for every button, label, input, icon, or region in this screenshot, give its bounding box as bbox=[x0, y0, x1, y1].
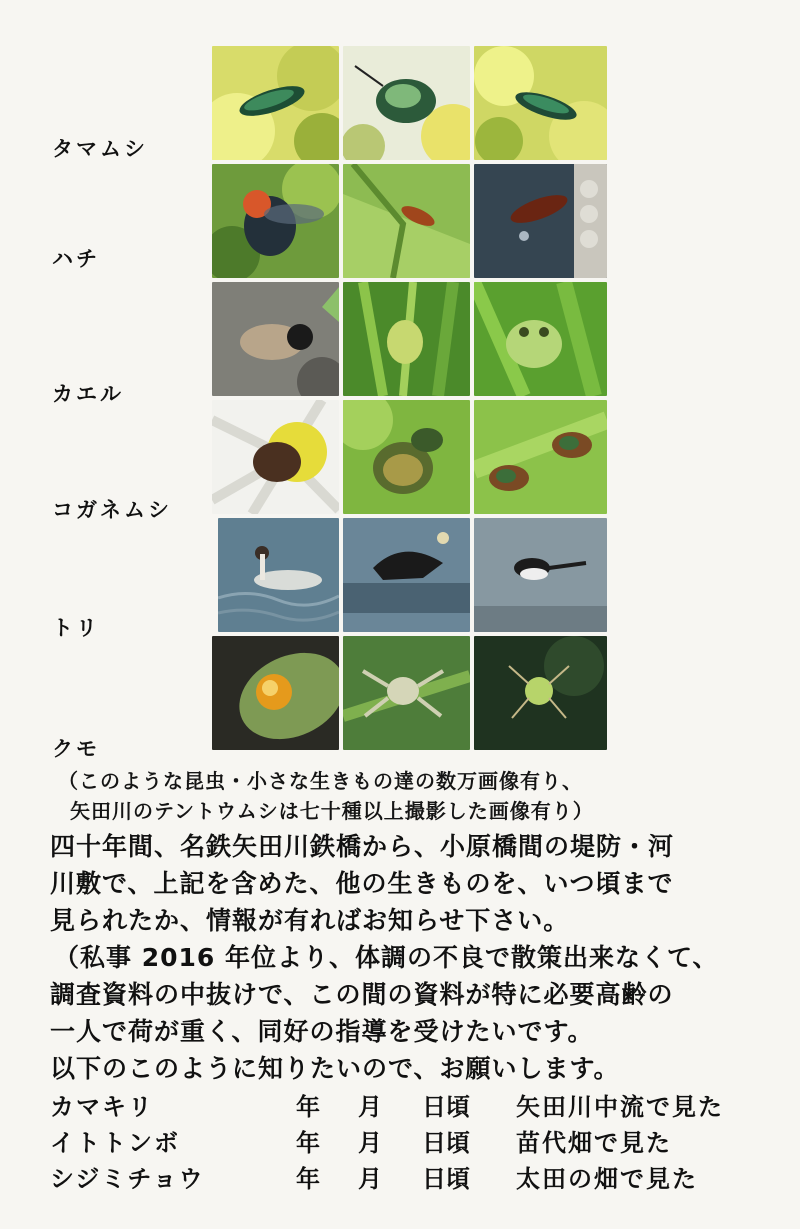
photo-jewel-beetle bbox=[474, 46, 607, 160]
photo-tree-frog-grass bbox=[343, 282, 470, 396]
photo-japanese-beetles bbox=[474, 400, 607, 514]
photo-grid bbox=[212, 46, 607, 754]
paragraph-line: 調査資料の中抜けで、この間の資料が特に必要高齢の bbox=[50, 980, 674, 1009]
example-place: 太田の畑で見た bbox=[516, 1165, 698, 1193]
label-kumo: クモ bbox=[52, 737, 100, 761]
photo-green-spider bbox=[474, 636, 607, 750]
photo-tadpole-frog bbox=[212, 282, 339, 396]
example-date: 年 月 日頃 bbox=[296, 1129, 470, 1157]
photo-wagtail bbox=[474, 518, 607, 632]
photo-jewel-beetle bbox=[343, 46, 470, 160]
note-line-2: 矢田川のテントウムシは七十種以上撮影した画像有り） bbox=[70, 799, 594, 823]
label-tamamushi: タマムシ bbox=[52, 137, 148, 161]
example-date: 年 月 日頃 bbox=[296, 1165, 470, 1193]
paragraph-line: 一人で荷が重く、同好の指導を受けたいです。 bbox=[50, 1017, 594, 1046]
photo-jewel-beetle bbox=[212, 46, 339, 160]
photo-row-kumo bbox=[212, 636, 607, 750]
photo-carpenter-bee bbox=[212, 164, 339, 278]
paragraph-line: 川敷で、上記を含めた、他の生きものを、いつ頃まで bbox=[50, 869, 674, 898]
label-tori: トリ bbox=[52, 616, 100, 640]
photo-wasp-on-leaf bbox=[343, 164, 470, 278]
photo-black-bird-water bbox=[343, 518, 470, 632]
example-row bbox=[50, 1089, 765, 1125]
example-species: シジミチョウ bbox=[50, 1165, 205, 1193]
request-paragraph bbox=[50, 828, 765, 1087]
example-row bbox=[50, 1161, 765, 1197]
example-row bbox=[50, 1125, 765, 1161]
label-koganemushi: コガネムシ bbox=[52, 498, 172, 522]
paragraph-line: 以下のこのように知りたいので、お願いします。 bbox=[50, 1054, 620, 1083]
example-species: イトトンボ bbox=[50, 1129, 180, 1157]
note-line-1: （このような昆虫・小さな生きもの達の数万画像有り、 bbox=[58, 769, 583, 793]
paragraph-line: 見られたか、情報が有ればお知らせ下さい。 bbox=[50, 906, 570, 935]
photo-orange-spider bbox=[212, 636, 339, 750]
notice-text bbox=[50, 766, 765, 1197]
photo-crab-spider bbox=[343, 636, 470, 750]
example-table bbox=[50, 1089, 765, 1197]
photo-row-koganemushi bbox=[212, 400, 607, 514]
photo-green-scarab bbox=[343, 400, 470, 514]
example-date: 年 月 日頃 bbox=[296, 1093, 470, 1121]
label-hachi: ハチ bbox=[52, 247, 100, 271]
example-place: 苗代畑で見た bbox=[516, 1129, 672, 1157]
photo-row-tori bbox=[212, 518, 607, 632]
photo-beetle-on-daisy bbox=[212, 400, 339, 514]
label-kaeru: カエル bbox=[52, 382, 124, 406]
photo-row-kaeru bbox=[212, 282, 607, 396]
example-species: カマキリ bbox=[50, 1093, 154, 1121]
photo-row-tamamushi bbox=[212, 46, 607, 160]
photo-row-hachi bbox=[212, 164, 607, 278]
example-place: 矢田川中流で見た bbox=[516, 1093, 724, 1121]
photo-tree-frog-leaf bbox=[474, 282, 607, 396]
photo-pintail-duck bbox=[218, 518, 339, 632]
paragraph-line: （私事 2016 年位より、体調の不良で散策出来なくて、 bbox=[54, 943, 719, 972]
paragraph-line: 四十年間、名鉄矢田川鉄橋から、小原橋間の堤防・河 bbox=[50, 832, 675, 861]
photo-paper-wasp-nest bbox=[474, 164, 607, 278]
